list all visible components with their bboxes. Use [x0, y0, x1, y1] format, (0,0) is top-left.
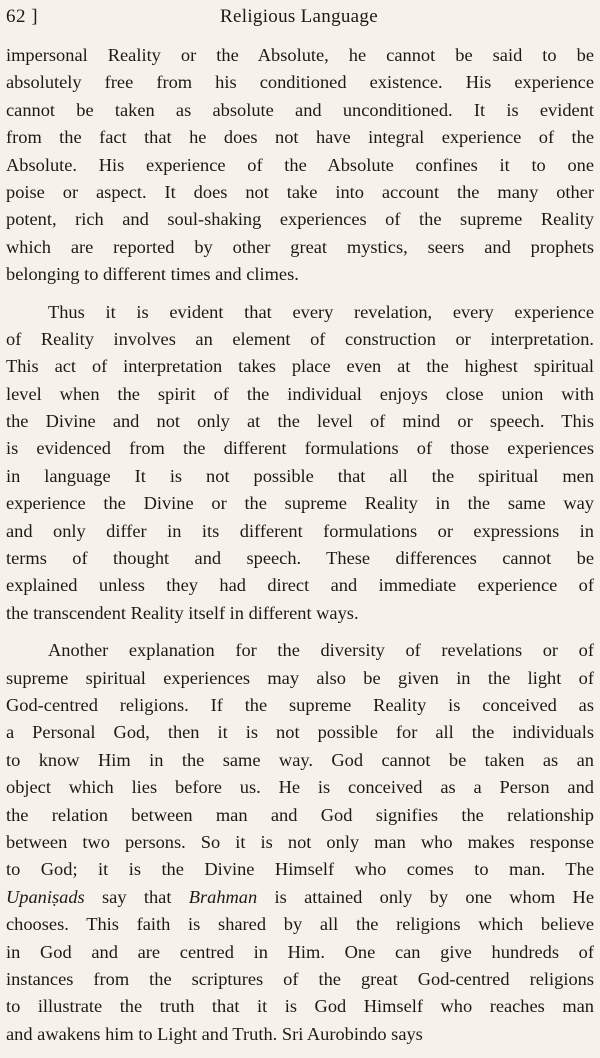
text-line: Another explanation for the diversity of revelations or of [48, 640, 594, 661]
text-line: God-centred religions. If the supreme Reality is conceived as [6, 694, 594, 715]
text-line: a Personal God, then it is not possible for all the individuals [6, 722, 594, 743]
text-line: the transcendent Reality itself in different ways. [6, 602, 359, 623]
text-line: between two persons. So it is not only man who makes response [6, 831, 594, 852]
text-line: impersonal Reality or the Absolute, he cannot be said to be [6, 45, 594, 65]
text-line: explained unless they had direct and immediate experience of [6, 575, 594, 596]
text-line: cannot be taken as absolute and unconditioned. It is evident [6, 99, 594, 120]
text-line: Upaniṣads say that Brahman is attained only by one whom He [6, 886, 594, 907]
text-line: the Divine and not only at the level of mind or speech. This [6, 411, 594, 432]
text-line: in language It is not possible that all the spiritual men [6, 465, 594, 486]
text-line: to illustrate the truth that it is God Himself who reaches man [6, 996, 594, 1017]
text-line: belonging to different times and climes. [6, 264, 299, 285]
text-line: and only differ in its different formulations or expressions in [6, 520, 594, 541]
text-line: object which lies before us. He is conceived as a Person and [6, 777, 594, 798]
body-text [6, 42, 594, 1058]
text-line: instances from the scriptures of the great God-centred religions [6, 968, 594, 989]
text-line: and awakens him to Light and Truth. Sri Aurobindo says [6, 1023, 423, 1044]
italic-term: Brahman [188, 886, 258, 907]
text-line: potent, rich and soul-shaking experiences of the supreme Reality [6, 209, 594, 230]
text-line: chooses. This faith is shared by all the religions which believe [6, 914, 594, 935]
text-line: This act of interpretation takes place even at the highest spiritual [6, 356, 594, 377]
italic-term: Upaniṣads [6, 886, 85, 907]
text-line: absolutely free from his conditioned existence. His experience [6, 72, 594, 93]
text-line: to know Him in the same way. God cannot be taken as an [6, 749, 594, 770]
paragraph [6, 637, 594, 1048]
text-line: poise or aspect. It does not take into account the many other [6, 181, 594, 202]
text-line: from the fact that he does not have integral experience of the [6, 127, 594, 148]
text-line: in God and are centred in Him. One can give hundreds of [6, 941, 594, 962]
text-line: Thus it is evident that every revelation, every experience [48, 301, 594, 322]
text-line: the relation between man and God signifies the relationship [6, 804, 594, 825]
text-line: terms of thought and speech. These differences cannot be [6, 548, 594, 569]
text-line: is evidenced from the different formulations of those experiences [6, 438, 594, 459]
text-line: of Reality involves an element of construction or interpretation. [6, 328, 594, 349]
text-line: experience the Divine or the supreme Reality in the same way [6, 493, 594, 514]
page-header [6, 4, 592, 30]
text-line: supreme spiritual experiences may also be given in the light of [6, 667, 594, 688]
paragraph [6, 299, 594, 628]
text-line: which are reported by other great mystics, seers and prophets [6, 236, 594, 257]
running-head: Religious Language [220, 6, 378, 27]
text-line: Absolute. His experience of the Absolute confines it to one [6, 154, 594, 175]
paragraph [6, 42, 594, 289]
text-line: level when the spirit of the individual enjoys close union with [6, 383, 594, 404]
page-number: 62 ] [6, 6, 39, 27]
text-line: to God; it is the Divine Himself who comes to man. The [6, 859, 594, 880]
